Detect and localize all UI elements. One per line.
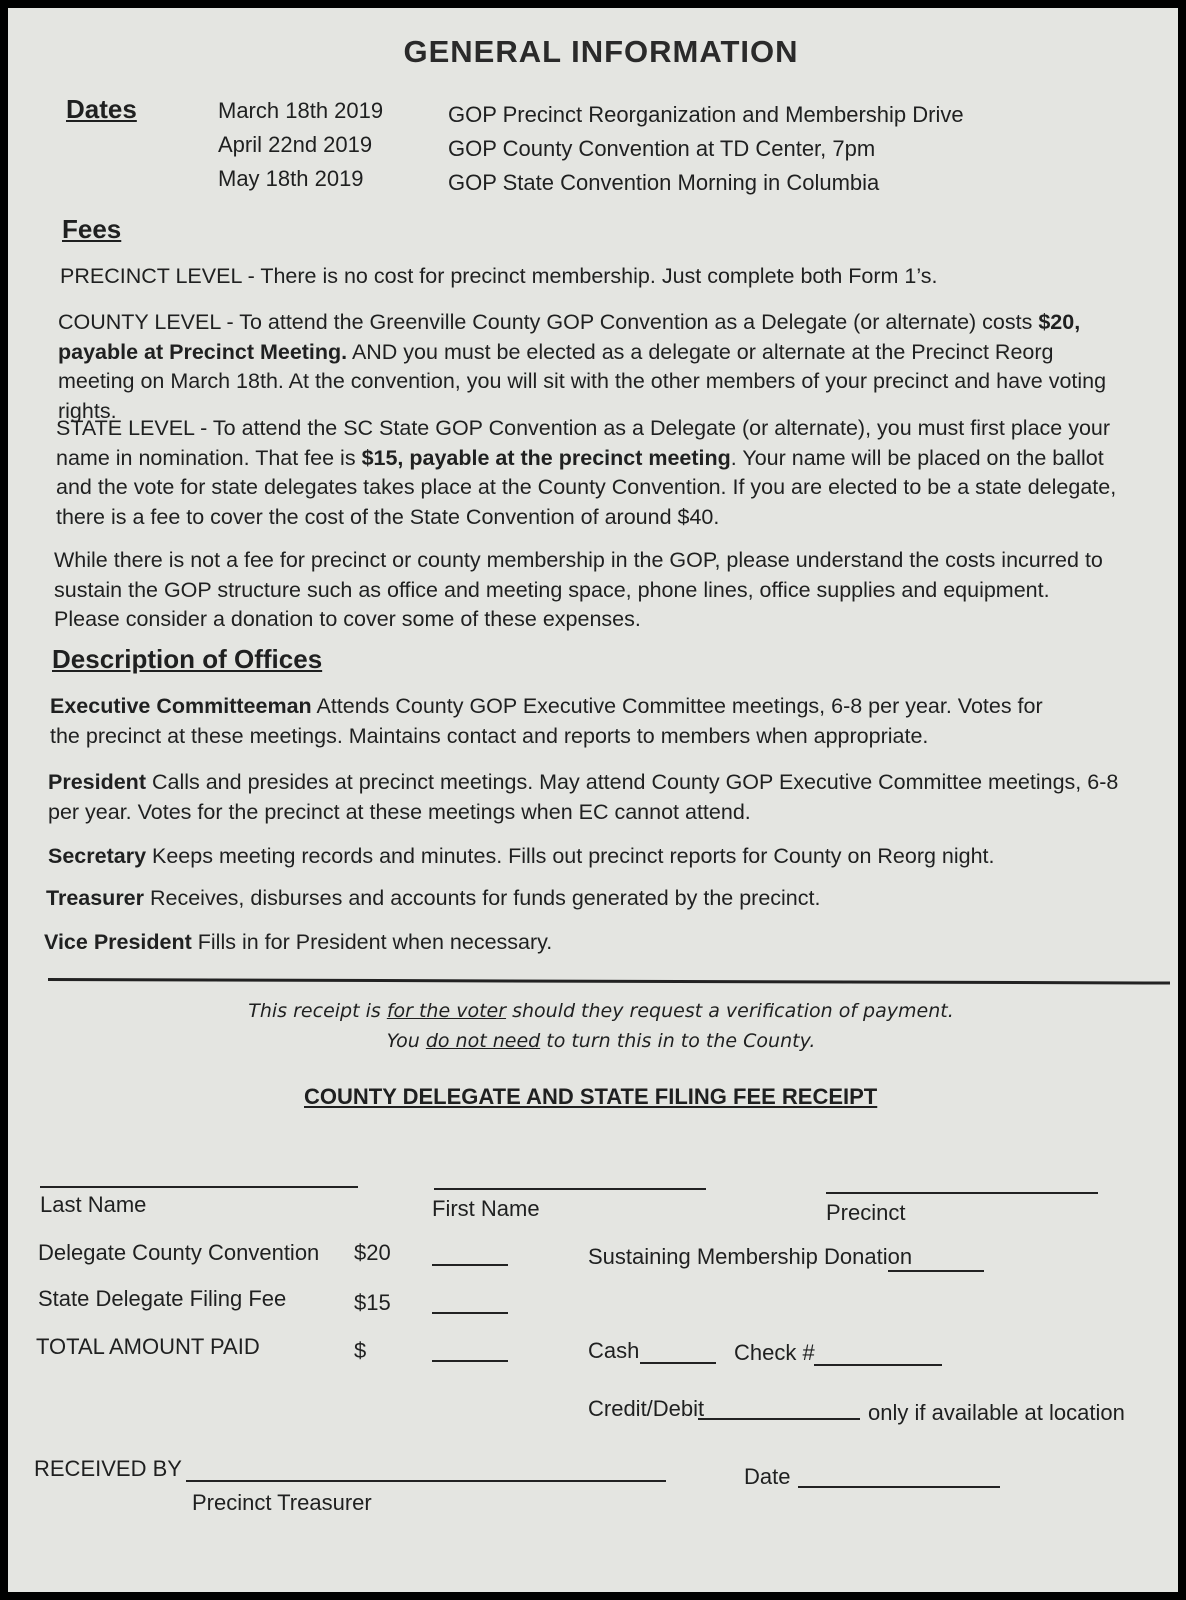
- first-name-field[interactable]: [434, 1188, 706, 1190]
- fees-county-bold: $20, payable at Precinct Meeting.: [58, 310, 1081, 364]
- check-label: Check #: [734, 1340, 815, 1365]
- office-secretary: [48, 842, 1128, 872]
- fees-precinct: PRECINCT LEVEL - There is no cost for precinct membership. Just complete both Form 1’s.: [60, 264, 938, 288]
- office-title: Secretary: [48, 844, 147, 868]
- date-3: May 18th 2019: [218, 166, 364, 191]
- office-executive-committeeman: [50, 692, 1070, 751]
- last-name-label: Last Name: [40, 1192, 147, 1217]
- total-paid-field[interactable]: [432, 1360, 508, 1362]
- received-by-label: RECEIVED BY: [34, 1456, 182, 1481]
- office-text: Calls and presides at precinct meetings. May attend County GOP Executive Committee meetings, 6-8 per year. Votes for the precinct at these meetings when EC cannot attend.: [48, 770, 1119, 824]
- state-fee-label: State Delegate Filing Fee: [38, 1286, 287, 1311]
- total-paid-currency: $: [354, 1338, 367, 1363]
- fees-state: [56, 414, 1126, 532]
- fees-state-bold: $15, payable at the precinct meeting: [361, 445, 731, 470]
- fees-county-text-a: COUNTY LEVEL - To attend the Greenville County GOP Convention as a Delegate (or alternate) costs: [58, 310, 1039, 334]
- cash-label: Cash: [588, 1338, 640, 1363]
- office-title: Vice President: [44, 930, 192, 954]
- precinct-treasurer-label: Precinct Treasurer: [192, 1490, 372, 1515]
- office-title: President: [48, 770, 146, 794]
- sustaining-donation-field[interactable]: [888, 1270, 984, 1272]
- note-text: You: [386, 1030, 426, 1052]
- event-2: GOP County Convention at TD Center, 7pm: [448, 136, 876, 161]
- receipt-heading: COUNTY DELEGATE AND STATE FILING FEE RECEIPT: [304, 1084, 878, 1109]
- last-name-field[interactable]: [40, 1186, 358, 1188]
- sustaining-donation-label: Sustaining Membership Donation: [588, 1244, 913, 1269]
- date-label: Date: [744, 1464, 791, 1489]
- note-underline: for the voter: [386, 1000, 507, 1022]
- office-treasurer: [46, 884, 1126, 914]
- date-2: April 22nd 2019: [218, 132, 373, 157]
- credit-debit-note: only if available at location: [868, 1400, 1125, 1425]
- precinct-label: Precinct: [826, 1200, 906, 1225]
- date-field[interactable]: [798, 1486, 1000, 1488]
- received-by-signature-field[interactable]: [186, 1480, 666, 1482]
- fees-county-text-b: AND you must be elected as a delegate or alternate at the Precinct Reorg meeting on March 18th. At the convention, you will sit with the other members of your precinct and have voting rights.: [58, 339, 1107, 423]
- credit-debit-field[interactable]: [698, 1418, 860, 1420]
- fees-heading: Fees: [62, 214, 122, 244]
- note-underline: do not need: [425, 1030, 541, 1052]
- note-text: should they request a verification of payment.: [506, 1000, 954, 1022]
- state-fee-amount: $15: [354, 1290, 391, 1315]
- office-text: Fills in for President when necessary.: [191, 930, 553, 954]
- check-number-field[interactable]: [814, 1364, 942, 1366]
- office-vice-president: [44, 928, 1124, 958]
- event-3: GOP State Convention Morning in Columbia: [448, 170, 880, 195]
- office-title: Executive Committeeman: [50, 694, 312, 718]
- offices-heading: Description of Offices: [52, 644, 323, 674]
- fees-donation: While there is not a fee for precinct or county membership in the GOP, please understand the costs incurred to sustain the GOP structure such as office and meeting space, phone lines, office supplies and equipment. Please consider a donation to cover some of these expenses.: [54, 548, 1103, 631]
- delegate-fee-amount: $20: [354, 1240, 391, 1265]
- note-text: This receipt is: [248, 1000, 387, 1022]
- first-name-label: First Name: [432, 1196, 540, 1221]
- office-title: Treasurer: [46, 886, 145, 910]
- note-text: to turn this in to the County.: [540, 1030, 816, 1052]
- section-divider: [48, 978, 1170, 985]
- fees-state-text-a: STATE LEVEL - To attend the SC State GOP Convention as a Delegate (or alternate), you must first place your name in nomination. That fee is: [56, 416, 1111, 470]
- credit-debit-label: Credit/Debit: [588, 1396, 705, 1421]
- receipt-note-1: [8, 1000, 1178, 1022]
- state-fee-field[interactable]: [432, 1312, 508, 1314]
- page-title: GENERAL INFORMATION: [403, 34, 799, 69]
- office-president: [48, 768, 1128, 827]
- total-paid-label: TOTAL AMOUNT PAID: [36, 1334, 260, 1359]
- document-page: [8, 8, 1178, 1592]
- cash-field[interactable]: [640, 1362, 716, 1364]
- precinct-field[interactable]: [826, 1192, 1098, 1194]
- fees-state-text-b: . Your name will be placed on the ballot and the vote for state delegates takes place at the County Convention. If you are elected to be a state delegate, there is a fee to cover the cost of the State Convention of around $40.: [56, 445, 1117, 529]
- dates-heading: Dates: [66, 94, 137, 124]
- delegate-fee-label: Delegate County Convention: [38, 1240, 320, 1265]
- office-text: Keeps meeting records and minutes. Fills out precinct reports for County on Reorg night.: [146, 844, 995, 868]
- delegate-fee-field[interactable]: [432, 1264, 508, 1266]
- office-text: Receives, disburses and accounts for funds generated by the precinct.: [144, 886, 821, 910]
- receipt-note-2: [8, 1030, 1178, 1052]
- fees-county: [58, 308, 1128, 426]
- office-text: Attends County GOP Executive Committee meetings, 6-8 per year. Votes for the precinct at these meetings. Maintains contact and reports to members when appropriate.: [50, 694, 1043, 748]
- date-1: March 18th 2019: [218, 98, 384, 123]
- event-1: GOP Precinct Reorganization and Membership Drive: [448, 102, 964, 127]
